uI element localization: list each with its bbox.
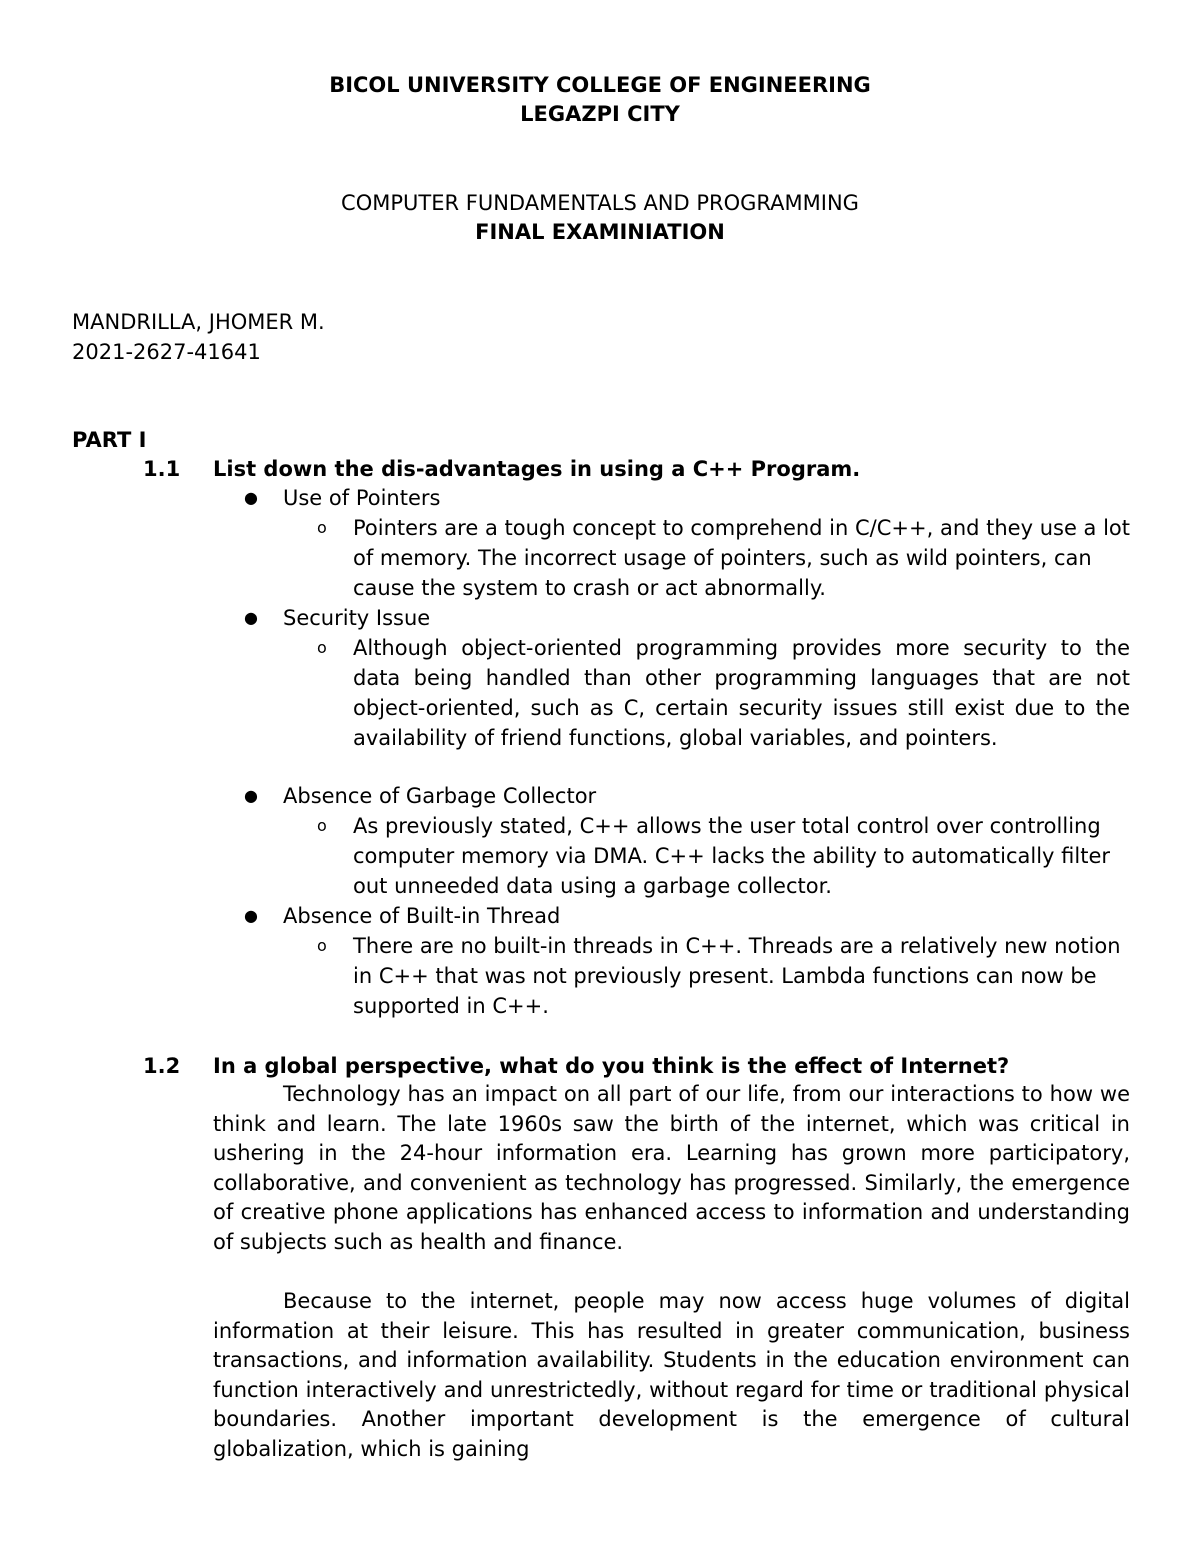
part-heading: PART I xyxy=(72,428,147,452)
answer-paragraph: Because to the internet, people may now access huge volumes of digital information at their leisure. This has resulted in greater communication, business transactions, and information availability. Students in the education environment can function interactively and unrestrictedly, without regard for time or traditional physical boundaries. Another important development is the emergence of cultural globalization, which is gaining xyxy=(213,1289,1130,1461)
sub-bullet-icon: o xyxy=(317,936,327,955)
bullet-icon: ● xyxy=(244,608,258,627)
student-name: MANDRILLA, JHOMER M. xyxy=(72,310,325,334)
question-number-1-1: 1.1 xyxy=(143,457,181,481)
bullet-icon: ● xyxy=(244,906,258,925)
sub-bullet-icon: o xyxy=(317,638,327,657)
list-item-title: Use of Pointers xyxy=(283,486,441,510)
question-text-1-2: In a global perspective, what do you think is the effect of Internet? xyxy=(213,1054,1010,1078)
list-item-detail: As previously stated, C++ allows the user total control over controlling computer memory via DMA. C++ lacks the ability to automatically filter out unneeded data using a garbage collector. xyxy=(353,814,1110,898)
list-item-title: Absence of Garbage Collector xyxy=(283,784,597,808)
bullet-icon: ● xyxy=(244,488,258,507)
list-item-detail: There are no built-in threads in C++. Threads are a relatively new notion in C++ that was not previously present. Lambda functions can now be supported in C++. xyxy=(353,934,1121,1018)
question-number-1-2: 1.2 xyxy=(143,1054,181,1078)
question-text-1-1: List down the dis-advantages in using a C++ Program. xyxy=(213,457,861,481)
answer-paragraph: Technology has an impact on all part of our life, from our interactions to how we think and learn. The late 1960s saw the birth of the internet, which was critical in ushering in the 24-hour information era. Learning has grown more participatory, collaborative, and convenient as technology has progressed. Similarly, the emergence of creative phone applications has enhanced access to information and understanding of subjects such as health and finance. xyxy=(213,1082,1130,1254)
sub-bullet-icon: o xyxy=(317,518,327,537)
list-item-title: Absence of Built-in Thread xyxy=(283,904,561,928)
course-title: COMPUTER FUNDAMENTALS AND PROGRAMMING xyxy=(341,191,859,215)
university-heading: BICOL UNIVERSITY COLLEGE OF ENGINEERING xyxy=(329,73,871,97)
student-id: 2021-2627-41641 xyxy=(72,340,261,364)
list-item-detail: Pointers are a tough concept to comprehend in C/C++, and they use a lot of memory. The incorrect usage of pointers, such as wild pointers, can cause the system to crash or act abnormally. xyxy=(353,516,1130,600)
bullet-icon: ● xyxy=(244,786,258,805)
city-heading: LEGAZPI CITY xyxy=(520,102,680,126)
sub-bullet-icon: o xyxy=(317,816,327,835)
exam-title: FINAL EXAMINIATION xyxy=(475,220,725,244)
list-item-detail: Although object-oriented programming provides more security to the data being handled than other programming languages that are not object-oriented, such as C, certain security issues still exist due to the availability of friend functions, global variables, and pointers. xyxy=(353,636,1130,750)
list-item-title: Security Issue xyxy=(283,606,431,630)
